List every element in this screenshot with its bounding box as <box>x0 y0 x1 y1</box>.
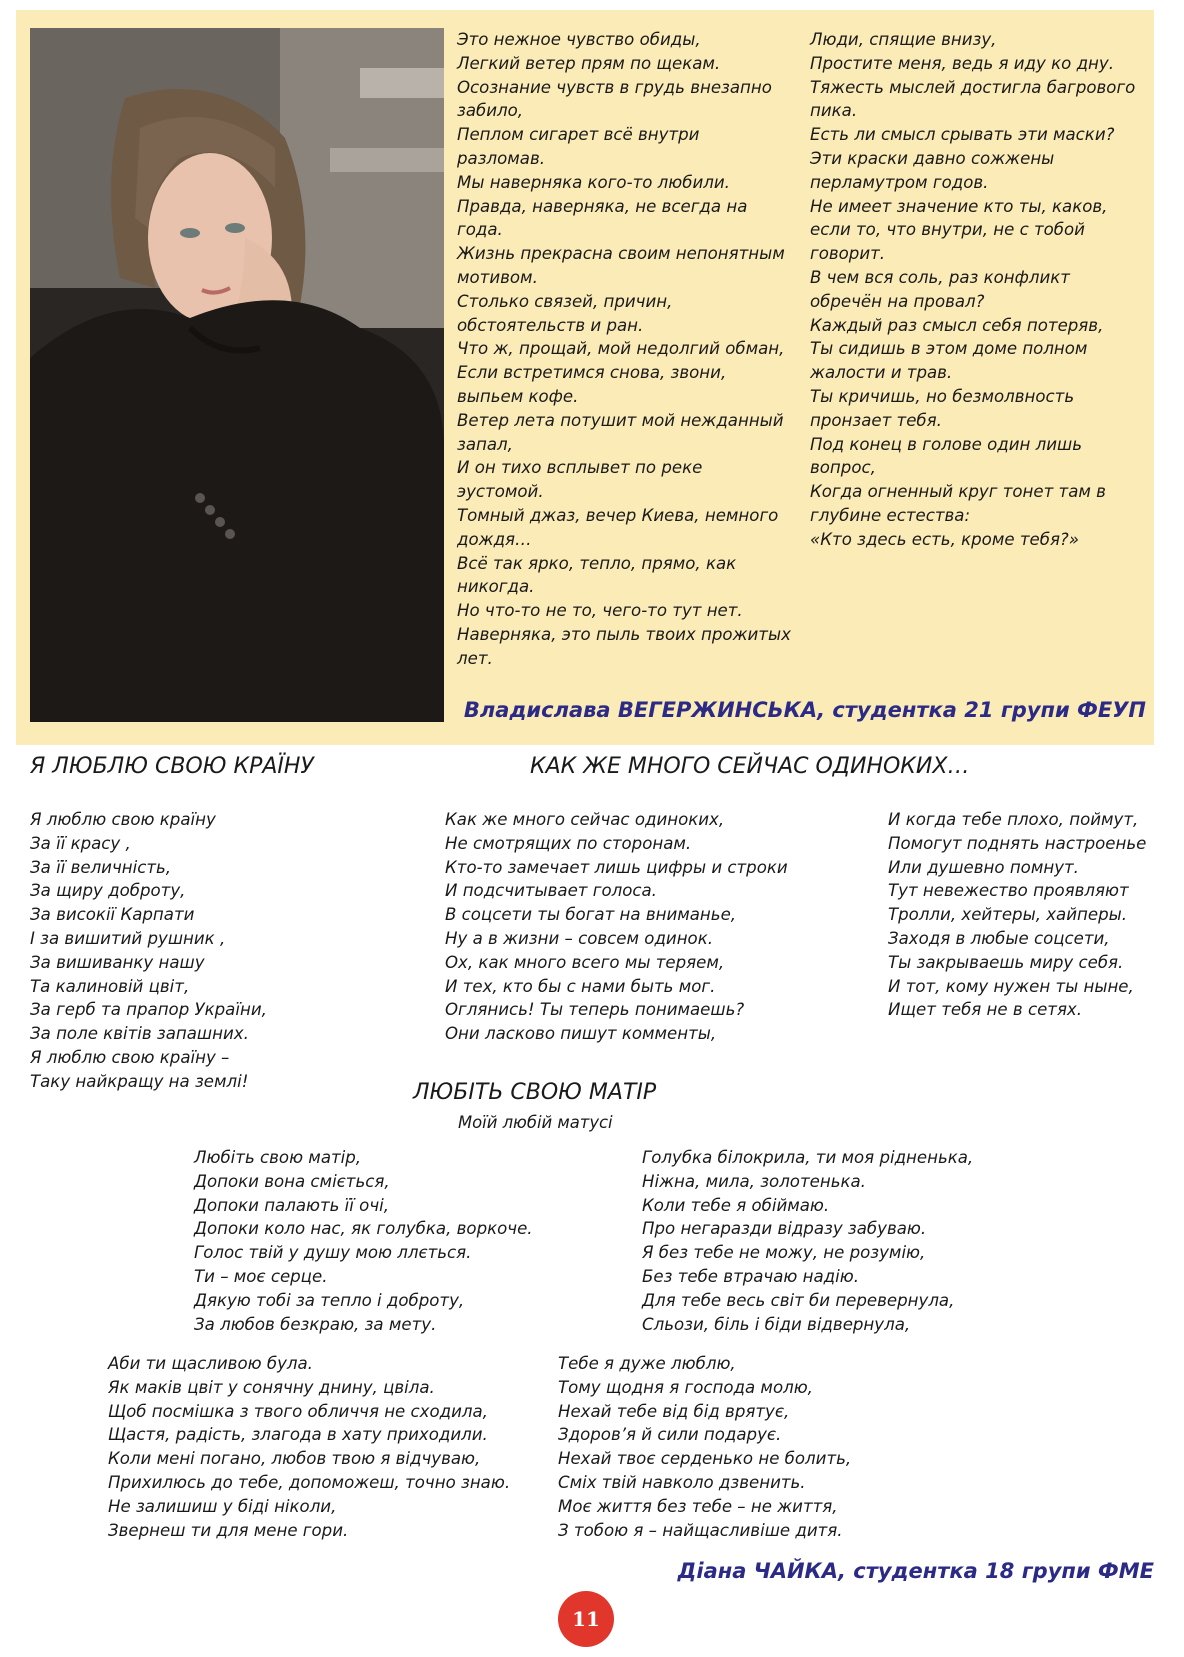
poem-line: Сльози, біль і біди відвернула, <box>642 1314 911 1334</box>
poem-line: запал, <box>457 434 513 454</box>
poem3-left-column <box>445 808 788 1046</box>
poem-line: Ты закрываешь миру себя. <box>888 952 1124 972</box>
poem-line: Всё так ярко, тепло, прямо, как <box>457 553 737 573</box>
poem-line: Ох, как много всего мы теряем, <box>445 952 725 972</box>
poem-line: Ветер лета потушит мой нежданный <box>457 410 784 430</box>
poem-line: Ищет тебя не в сетях. <box>888 1000 1083 1020</box>
poem-line: И когда тебе плохо, поймут, <box>888 810 1139 829</box>
poem-line: Жизнь прекрасна своим непонятным <box>457 244 785 264</box>
poem-line: Но что-то не то, чего-то тут нет. <box>457 601 743 621</box>
poem-line: Под конец в голове один лишь <box>810 434 1083 454</box>
poem-line: пронзает тебя. <box>810 410 942 430</box>
poem-line: лет. <box>457 648 493 668</box>
poem-line: Коли тебе я обіймаю. <box>642 1195 830 1215</box>
author-photo <box>30 28 444 722</box>
poem-line: обречён на провал? <box>810 291 985 311</box>
poem-line: Эти краски давно сожжены <box>810 148 1055 168</box>
poem-line: Наверняка, это пыль твоих прожитых <box>457 624 791 644</box>
poem-line: Голубка білокрила, ти моя рідненька, <box>642 1148 974 1167</box>
poem-line: Правда, наверняка, не всегда на <box>457 196 748 216</box>
poem-line: Тому щодня я господа молю, <box>558 1377 813 1397</box>
poem-line: дождя… <box>457 529 532 549</box>
poem-line: Или душевно помнут. <box>888 857 1079 877</box>
poem-line: Допоки палають її очі, <box>194 1195 390 1215</box>
poem-line: Ты сидишь в этом доме полном <box>810 339 1088 359</box>
poem-line: И он тихо всплывет по реке <box>457 458 703 478</box>
poem-line: Помогут поднять настроенье <box>888 833 1147 853</box>
poem-line: Если встретимся снова, звони, <box>457 363 727 383</box>
poem-line: Тяжесть мыслей достигла багрового <box>810 77 1136 97</box>
poem-line: Я без тебе не можу, не розумію, <box>642 1243 926 1263</box>
poem-line: Ты кричишь, но безмолвность <box>810 386 1075 406</box>
poem4-stanza-3 <box>108 1352 510 1542</box>
poem-line: Коли мені погано, любов твою я відчуваю, <box>108 1449 481 1469</box>
poem-line: обстоятельств и ран. <box>457 315 644 335</box>
poem-line: Томный джаз, вечер Киева, немного <box>457 505 779 525</box>
poem-line: Прихилюсь до тебе, допоможеш, точно знаю. <box>108 1472 511 1492</box>
poem-line: За герб та прапор України, <box>30 1000 267 1020</box>
poem-line: Ну а в жизни – совсем одинок. <box>445 928 713 948</box>
poem-line: Про негаразди відразу забуваю. <box>642 1219 927 1239</box>
poem-line: Ніжна, мила, золотенька. <box>642 1171 866 1191</box>
poem1-left-column <box>457 28 791 671</box>
poem-line: Як маків цвіт у сонячну днину, цвіла. <box>108 1377 435 1397</box>
poem4-title: ЛЮБІТЬ СВОЮ МАТІР <box>413 1080 657 1105</box>
poem-line: выпьем кофе. <box>457 386 579 406</box>
poem-line: Что ж, прощай, мой недолгий обман, <box>457 339 785 359</box>
poem-line: эустомой. <box>457 482 544 502</box>
poem-line: Без тебе втрачаю надію. <box>642 1266 859 1286</box>
poem-line: Есть ли смысл срывать эти маски? <box>810 125 1115 145</box>
poem-line: И тот, кому нужен ты ныне, <box>888 976 1134 996</box>
poem-line: года. <box>457 220 503 240</box>
poem-line: Любіть свою матір, <box>194 1148 362 1167</box>
poem-line: Звернеш ти для мене гори. <box>108 1520 349 1540</box>
poem-line: Простите меня, ведь я иду ко дну. <box>810 53 1114 73</box>
poem-line: Когда огненный круг тонет там в <box>810 482 1106 502</box>
poem-line: Мы наверняка кого-то любили. <box>457 172 730 192</box>
poem-line: Тут невежество проявляют <box>888 881 1129 901</box>
poem-line: Каждый раз смысл себя потеряв, <box>810 315 1104 335</box>
poem-line: разломав. <box>457 148 546 168</box>
poem-line: Нехай твоє серденько не болить, <box>558 1449 852 1469</box>
poem-line: Пеплом сигарет всё внутри <box>457 125 700 145</box>
poem4-stanza-1 <box>194 1146 533 1336</box>
poem-line: Допоки вона сміється, <box>194 1171 390 1191</box>
poem-line: Та калиновій цвіт, <box>30 976 190 996</box>
poem-line: вопрос, <box>810 458 876 478</box>
poem-line: Нехай тебе від бід врятує, <box>558 1401 790 1421</box>
poem-line: За любов безкраю, за мету. <box>194 1314 437 1334</box>
poem-line: Не залишиш у біді ніколи, <box>108 1496 337 1516</box>
poem-line: Осознание чувств в грудь внезапно <box>457 77 772 97</box>
poem-line: глубине естества: <box>810 505 971 525</box>
poem-line: Они ласково пишут комменты, <box>445 1024 717 1044</box>
poem-line: Не имеет значение кто ты, каков, <box>810 196 1108 216</box>
poem-line: никогда. <box>457 577 535 597</box>
page-number: 11 <box>558 1591 614 1647</box>
poem4-stanza-2 <box>642 1146 973 1336</box>
poem-line: Я люблю свою країну <box>30 810 216 829</box>
poem-line: Оглянись! Ты теперь понимаешь? <box>445 1000 745 1020</box>
poem-line: Как же много сейчас одиноких, <box>445 810 725 829</box>
poem-line: За її красу , <box>30 833 131 853</box>
poem-line: перламутром годов. <box>810 172 989 192</box>
poem-line: З тобою я – найщасливіше дитя. <box>558 1520 843 1540</box>
poem3-right-column <box>888 808 1146 1022</box>
poem-line: Таку найкращу на землі! <box>30 1071 249 1091</box>
poem-line: Здоров’я й сили подарує. <box>558 1425 782 1445</box>
poem-line: Сміх твій навколо дзвенить. <box>558 1472 806 1492</box>
poem1-right-column <box>810 28 1135 552</box>
poem-line: мотивом. <box>457 267 538 287</box>
poem-line: Щастя, радість, злагода в хату приходили. <box>108 1425 488 1445</box>
poem-line: Тебе я дуже люблю, <box>558 1354 736 1373</box>
poem-line: «Кто здесь есть, кроме тебя?» <box>810 529 1079 549</box>
poem-line: Дякую тобі за тепло і доброту, <box>194 1290 465 1310</box>
poem-line: За поле квітів запашних. <box>30 1024 249 1044</box>
poem4-author: Діана ЧАЙКА, студентка 18 групи ФМЕ <box>677 1559 1154 1583</box>
poem-line: Люди, спящие внизу, <box>810 30 997 49</box>
poem-line: І за вишитий рушник , <box>30 928 226 948</box>
poem-line: говорит. <box>810 244 886 264</box>
poem-line: забило, <box>457 101 524 121</box>
poem-line: И тех, кто бы с нами быть мог. <box>445 976 716 996</box>
poem-line: Тролли, хейтеры, хайперы. <box>888 905 1127 925</box>
poem-line: В чем вся соль, раз конфликт <box>810 267 1070 287</box>
poem-line: За високії Карпати <box>30 905 195 925</box>
poem-line: Это нежное чувство обиды, <box>457 30 701 49</box>
poem4-subtitle: Моїй любій матусі <box>458 1113 613 1132</box>
poem-line: Голос твій у душу мою ллється. <box>194 1243 472 1263</box>
poem-line: Заходя в любые соцсети, <box>888 928 1110 948</box>
poem-line: В соцсети ты богат на вниманье, <box>445 905 737 925</box>
poem3-title: КАК ЖЕ МНОГО СЕЙЧАС ОДИНОКИХ… <box>530 754 970 779</box>
poem4-stanza-4 <box>558 1352 851 1542</box>
poem-line: Не смотрящих по сторонам. <box>445 833 692 853</box>
poem-line: Аби ти щасливою була. <box>108 1354 313 1373</box>
poem-line: если то, что внутри, не с тобой <box>810 220 1085 240</box>
poem-line: Я люблю свою країну – <box>30 1047 230 1067</box>
poem-line: Ти – моє серце. <box>194 1266 328 1286</box>
poem-line: За вишиванку нашу <box>30 952 205 972</box>
poem-line: И подсчитывает голоса. <box>445 881 657 901</box>
poem-line: Для тебе весь світ би перевернула, <box>642 1290 955 1310</box>
poem2-title: Я ЛЮБЛЮ СВОЮ КРАЇНУ <box>30 754 314 779</box>
poem2-column <box>30 808 267 1094</box>
poem-line: За її величність, <box>30 857 172 877</box>
poem-line: Столько связей, причин, <box>457 291 673 311</box>
poem-line: Кто-то замечает лишь цифры и строки <box>445 857 788 877</box>
poem-line: Моє життя без тебе – не життя, <box>558 1496 838 1516</box>
poem-line: пика. <box>810 101 858 121</box>
poem-line: За щиру доброту, <box>30 881 186 901</box>
poem-line: Легкий ветер прям по щекам. <box>457 53 721 73</box>
poem-line: жалости и трав. <box>810 363 953 383</box>
poem-line: Допоки коло нас, як голубка, воркоче. <box>194 1219 533 1239</box>
poem1-author: Владислава ВЕГЕРЖИНСЬКА, студентка 21 групи ФЕУП <box>463 698 1146 722</box>
poem-line: Щоб посмішка з твого обличчя не сходила, <box>108 1401 488 1421</box>
